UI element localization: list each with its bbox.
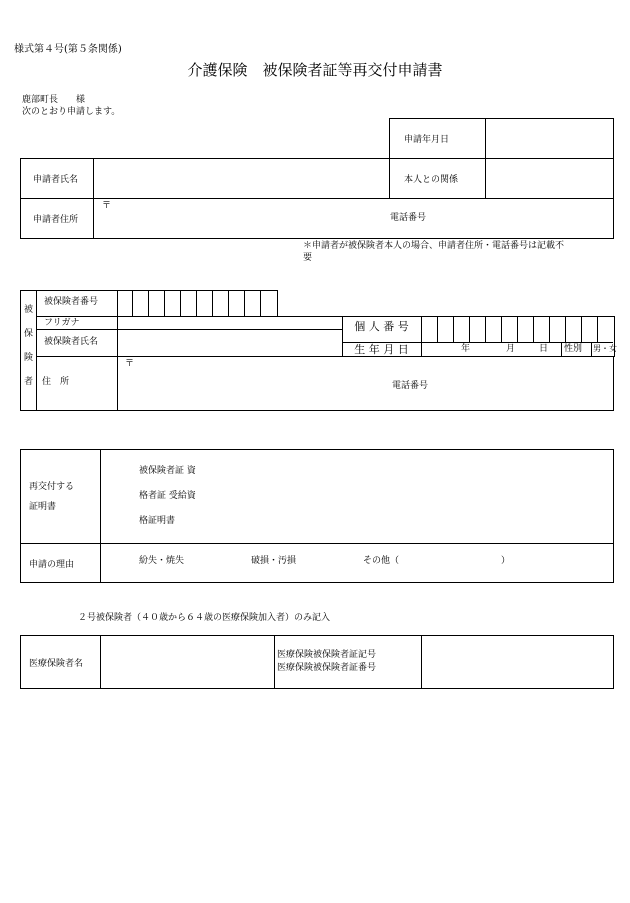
reason-options — [101, 544, 614, 583]
insured-number-field[interactable] — [116, 290, 278, 317]
insured-side-char: 被 — [24, 305, 34, 315]
addressee: 鹿部町長 様 — [22, 95, 86, 105]
day-label: 日 — [539, 344, 549, 354]
insured-section — [20, 290, 617, 410]
insured-name-field[interactable] — [117, 330, 342, 356]
applicant-table — [20, 118, 614, 239]
intro-text: 次のとおり申請します。 — [22, 107, 121, 117]
reason-label: 申請の理由 — [21, 544, 101, 583]
relation-label: 本人との関係 — [390, 159, 486, 199]
medical-cert-labels — [275, 636, 422, 689]
insured-side-char: 険 — [24, 353, 34, 363]
cert-option[interactable]: 被保険者証 資 — [139, 466, 196, 476]
reason-other[interactable]: その他（ — [363, 556, 400, 566]
relation-field[interactable] — [486, 159, 614, 199]
postal-mark: 〒 — [125, 359, 135, 369]
year-label: 年 — [461, 344, 471, 354]
applicant-note-line1: ＊申請者が被保険者本人の場合、申請者住所・電話番号は記載不 — [303, 241, 565, 251]
individual-number-field[interactable] — [421, 316, 613, 342]
applicant-name-label: 申請者氏名 — [21, 159, 94, 199]
page-title: 介護保険 被保険者証等再交付申請書 — [187, 61, 443, 79]
insured-phone-label: 電話番号 — [392, 381, 429, 391]
insured-number-label: 被保険者番号 — [44, 297, 99, 307]
applicant-address-field[interactable] — [94, 199, 614, 239]
reason-damaged[interactable]: 破損・汚損 — [251, 556, 297, 566]
medical-number-label: 医療保険被保険者証番号 — [277, 663, 377, 673]
gender-options[interactable]: 男・女 — [593, 344, 617, 353]
individual-number-label: 個 人 番 号 — [354, 320, 409, 333]
reissue-table — [20, 449, 614, 583]
applicant-name-field[interactable] — [94, 159, 390, 199]
medical-note: ２号被保険者（４０歳から６４歳の医療保険加入者）のみ記入 — [78, 613, 331, 623]
gender-label: 性別 — [564, 344, 583, 354]
birthdate-label: 生 年 月 日 — [354, 343, 409, 356]
postal-mark: 〒 — [102, 201, 112, 211]
reason-lost[interactable]: 紛失・焼失 — [139, 556, 185, 566]
insured-name-label: 被保険者氏名 — [44, 337, 99, 347]
application-date-label: 申請年月日 — [390, 119, 486, 159]
reissue-cert-label: 再交付する 証明書 — [21, 450, 101, 544]
cert-option[interactable]: 格証明書 — [139, 516, 176, 526]
applicant-phone-label: 電話番号 — [390, 213, 427, 223]
medical-insurer-label: 医療保険者名 — [21, 636, 101, 689]
medical-insurer-field[interactable] — [101, 636, 275, 689]
furigana-field[interactable] — [117, 317, 342, 329]
insured-address-label: 住 所 — [42, 377, 70, 387]
month-label: 月 — [506, 344, 516, 354]
insured-side-char: 者 — [24, 377, 34, 387]
applicant-address-label: 申請者住所 — [21, 199, 94, 239]
medical-cert-field[interactable] — [422, 636, 614, 689]
birthdate-field[interactable] — [421, 343, 561, 356]
medical-table — [20, 635, 614, 689]
insured-address-field[interactable] — [116, 356, 614, 411]
reissue-cert-options — [101, 450, 614, 544]
applicant-note-line2: 要 — [303, 253, 313, 263]
reason-other-close: ） — [501, 556, 511, 566]
medical-symbol-label: 医療保険被保険者証記号 — [277, 650, 377, 660]
insured-side-char: 保 — [24, 329, 34, 339]
application-date-field[interactable] — [486, 119, 614, 159]
furigana-label: フリガナ — [44, 318, 80, 328]
form-number: 様式第４号(第５条関係) — [14, 44, 122, 55]
cert-option[interactable]: 格者証 受給資 — [139, 491, 196, 501]
